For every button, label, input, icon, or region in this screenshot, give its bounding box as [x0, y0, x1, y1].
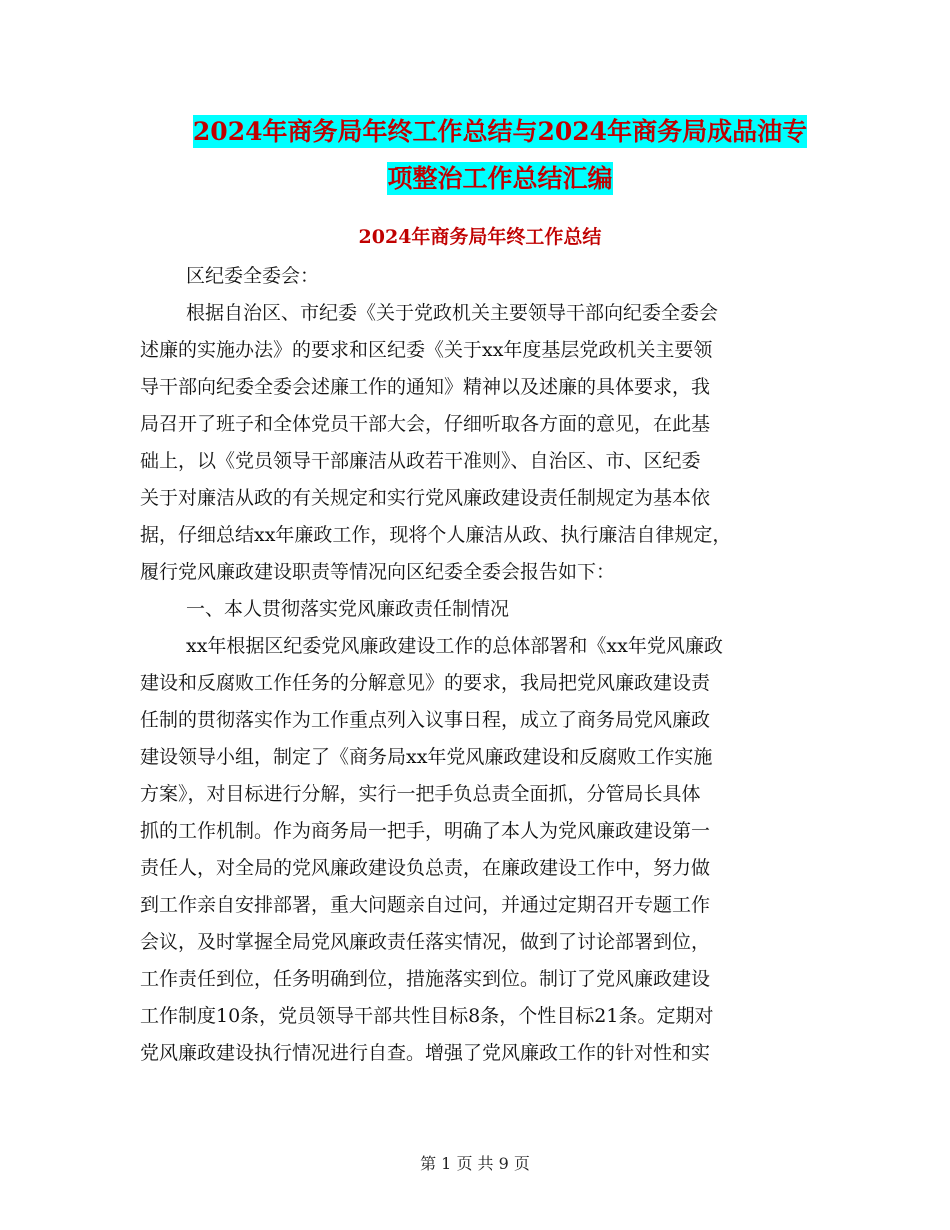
paragraph-line: xx年根据区纪委党风廉政建设工作的总体部署和《xx年党风廉政: [186, 635, 723, 657]
paragraph-line: 关于对廉洁从政的有关规定和实行党风廉政建设责任制规定为基本依: [140, 487, 711, 509]
document-main-title: [140, 108, 860, 202]
paragraph-line: 履行党风廉政建设职责等情况向区纪委全委会报告如下：: [140, 561, 616, 583]
subheading: 一、本人贯彻落实党风廉政责任制情况: [186, 598, 510, 620]
paragraph-line: 党风廉政建设执行情况进行自查。增强了党风廉政工作的针对性和实: [140, 1042, 711, 1064]
paragraph-line: 责任人，对全局的党风廉政建设负总责，在廉政建设工作中，努力做: [140, 857, 711, 879]
main-title-line-2: 项整治工作总结汇编: [387, 164, 613, 193]
paragraph-line: 工作责任到位，任务明确到位，措施落实到位。制订了党风廉政建设: [140, 968, 711, 990]
paragraph-line: 会议，及时掌握全局党风廉政责任落实情况，做到了讨论部署到位，: [140, 931, 711, 953]
salutation: 区纪委全委会：: [186, 265, 320, 287]
paragraph-line: 工作制度10条，党员领导干部共性目标8条，个性目标21条。定期对: [140, 1005, 714, 1027]
paragraph-line: 局召开了班子和全体党员干部大会，仔细听取各方面的意见，在此基: [140, 413, 711, 435]
main-title-line-1: 2024年商务局年终工作总结与2024年商务局成品油专: [192, 117, 808, 146]
page-number-footer: 第 1 页 共 9 页: [420, 1154, 530, 1173]
paragraph-line: 建设和反腐败工作任务的分解意见》的要求，我局把党风廉政建设责: [140, 672, 711, 694]
document-body: [140, 258, 820, 1072]
paragraph-line: 据，仔细总结xx年廉政工作，现将个人廉洁从政、执行廉洁自律规定，: [140, 524, 732, 546]
paragraph-line: 方案》，对目标进行分解，实行一把手负总责全面抓，分管局长具体: [140, 783, 701, 805]
paragraph-line: 导干部向纪委全委会述廉工作的通知》精神以及述廉的具体要求，我: [140, 376, 711, 398]
paragraph-line: 述廉的实施办法》的要求和区纪委《关于xx年度基层党政机关主要领: [140, 339, 713, 361]
paragraph-line: 抓的工作机制。作为商务局一把手，明确了本人为党风廉政建设第一: [140, 820, 711, 842]
paragraph-line: 根据自治区、市纪委《关于党政机关主要领导干部向纪委全委会: [186, 302, 719, 324]
section-title: 2024年商务局年终工作总结: [358, 226, 602, 248]
paragraph-line: 任制的贯彻落实作为工作重点列入议事日程，成立了商务局党风廉政: [140, 709, 711, 731]
paragraph-line: 建设领导小组，制定了《商务局xx年党风廉政建设和反腐败工作实施: [140, 746, 713, 768]
paragraph-line: 到工作亲自安排部署，重大问题亲自过问，并通过定期召开专题工作: [140, 894, 711, 916]
paragraph-line: 础上，以《党员领导干部廉洁从政若干准则》、自治区、市、区纪委: [140, 450, 701, 472]
